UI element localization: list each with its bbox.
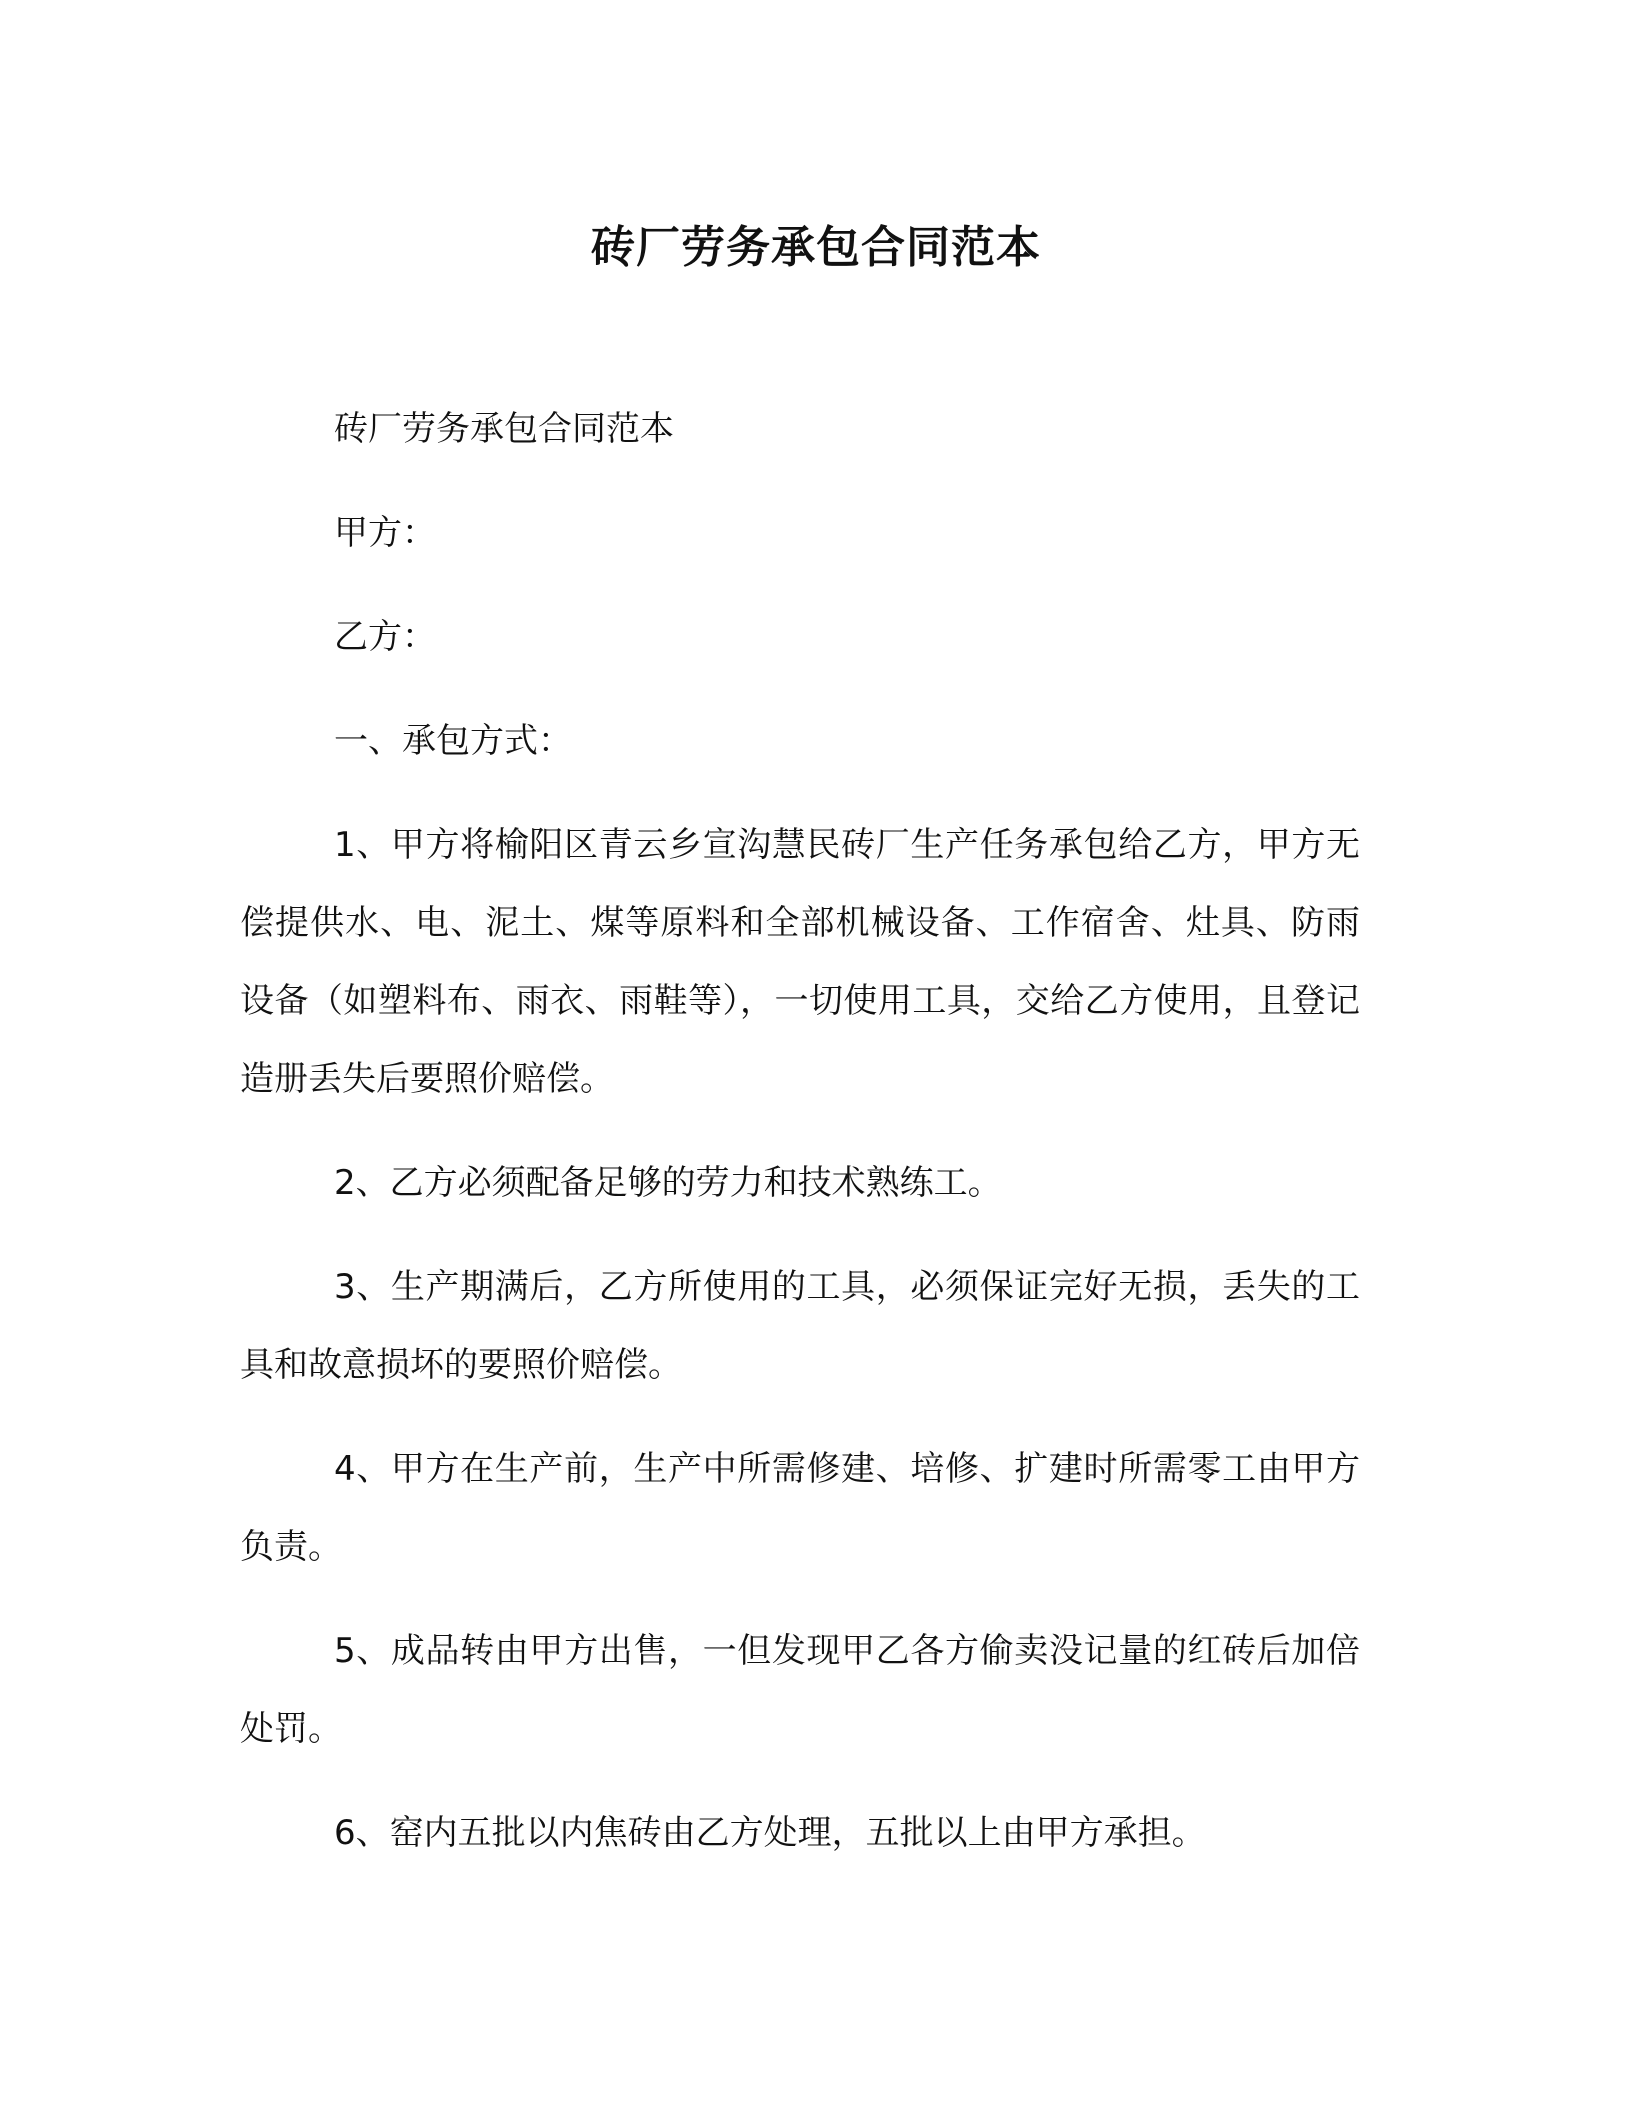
document-subtitle: 砖厂劳务承包合同范本 (334, 409, 674, 449)
document-body (240, 390, 1360, 1898)
clause-3: 3、生产期满后，乙方所使用的工具，必须保证完好无损，丢失的工具和故意损坏的要照价赔偿。 (240, 1267, 1360, 1385)
party-a-line: 甲方： (334, 513, 436, 553)
clause-4: 4、甲方在生产前，生产中所需修建、培修、扩建时所需零工由甲方负责。 (240, 1449, 1360, 1567)
document-title: 砖厂劳务承包合同范本 (591, 222, 1041, 273)
clause-2: 2、乙方必须配备足够的劳力和技术熟练工。 (334, 1163, 1002, 1203)
section-heading-contract-method: 一、承包方式： (334, 721, 572, 761)
party-b-line: 乙方： (334, 617, 436, 657)
clause-6: 6、窑内五批以内焦砖由乙方处理，五批以上由甲方承担。 (334, 1813, 1206, 1853)
clause-5: 5、成品转由甲方出售，一但发现甲乙各方偷卖没记量的红砖后加倍处罚。 (240, 1631, 1360, 1749)
clause-1: 1、甲方将榆阳区青云乡宣沟慧民砖厂生产任务承包给乙方，甲方无偿提供水、电、泥土、煤等原料和全部机械设备、工作宿舍、灶具、防雨设备（如塑料布、雨衣、雨鞋等），一切使用工具，交给乙方使用，且登记造册丢失后要照价赔偿。 (240, 825, 1360, 1099)
